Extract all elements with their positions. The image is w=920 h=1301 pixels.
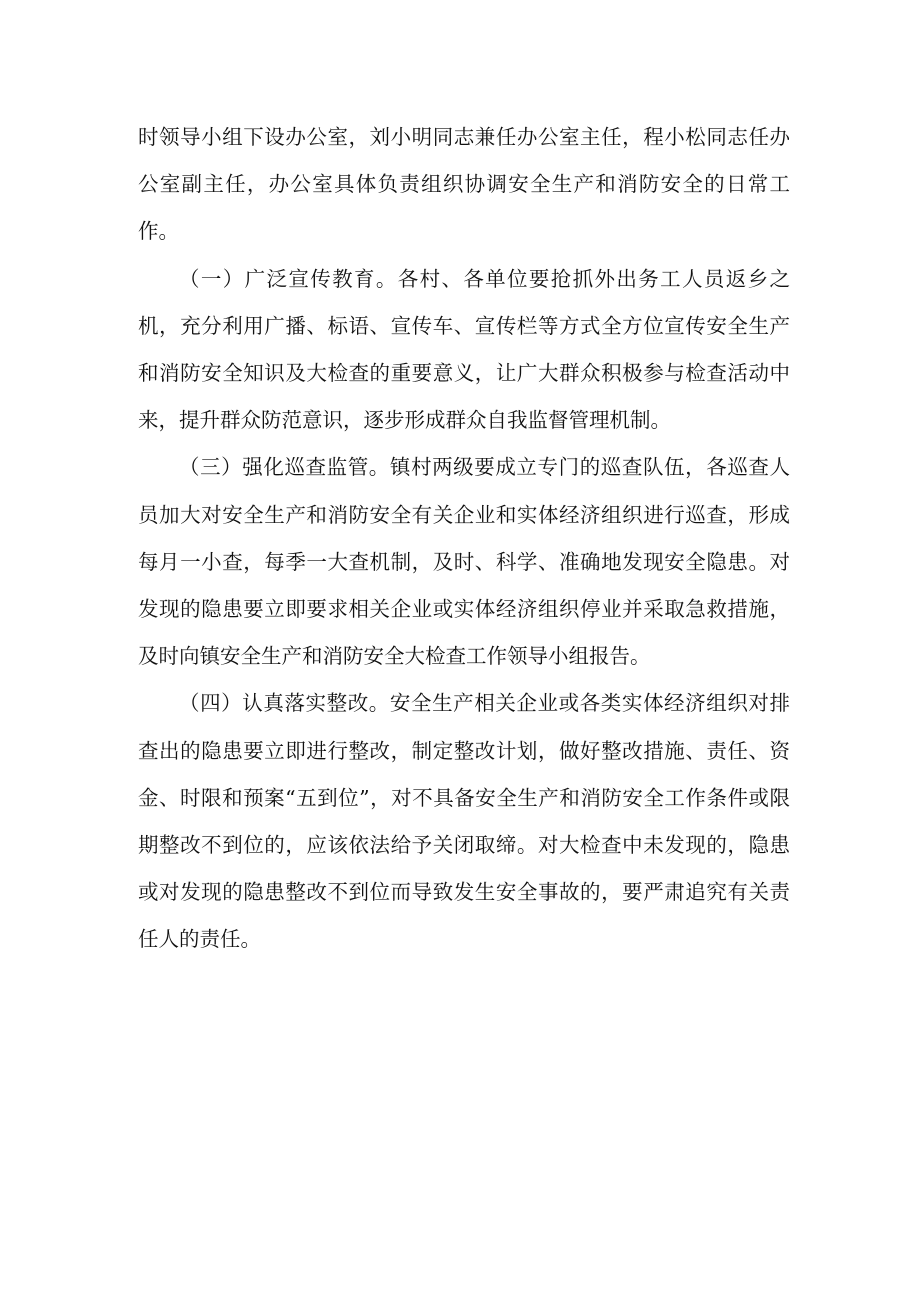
paragraph-rectification: （四）认真落实整改。安全生产相关企业或各类实体经济组织对排查出的隐患要立即进行整改，制定整改计划，做好整改措施、责任、资金、时限和预案“五到位”，对不具备安全生产和消防安全工作条件或限期整改不到位的，应该依法给予关闭取缔。对大检查中未发现的，隐患或对发现的隐患整改不到位而导致发生安全事故的，要严肃追究有关责任人的责任。	[138, 691, 790, 952]
paragraph-patrol-supervision: （三）强化巡查监管。镇村两级要成立专门的巡查队伍，各巡查人员加大对安全生产和消防安全有关企业和实体经济组织进行巡查，形成每月一小查，每季一大查机制，及时、科学、准确地发现安全隐患。对发现的隐患要立即要求相关企业或实体经济组织停业并采取急救措施，及时向镇安全生产和消防安全大检查工作领导小组报告。	[138, 455, 790, 669]
paragraph-publicity-education: （一）广泛宣传教育。各村、各单位要抢抓外出务工人员返乡之机，充分利用广播、标语、宣传车、宣传栏等方式全方位宣传安全生产和消防安全知识及大检查的重要意义，让广大群众积极参与检查活动中来，提升群众防范意识，逐步形成群众自我监督管理机制。	[138, 266, 790, 433]
paragraph-continuation: 时领导小组下设办公室，刘小明同志兼任办公室主任，程小松同志任办公室副主任，办公室具体负责组织协调安全生产和消防安全的日常工作。	[138, 125, 790, 244]
document-body	[138, 114, 790, 964]
